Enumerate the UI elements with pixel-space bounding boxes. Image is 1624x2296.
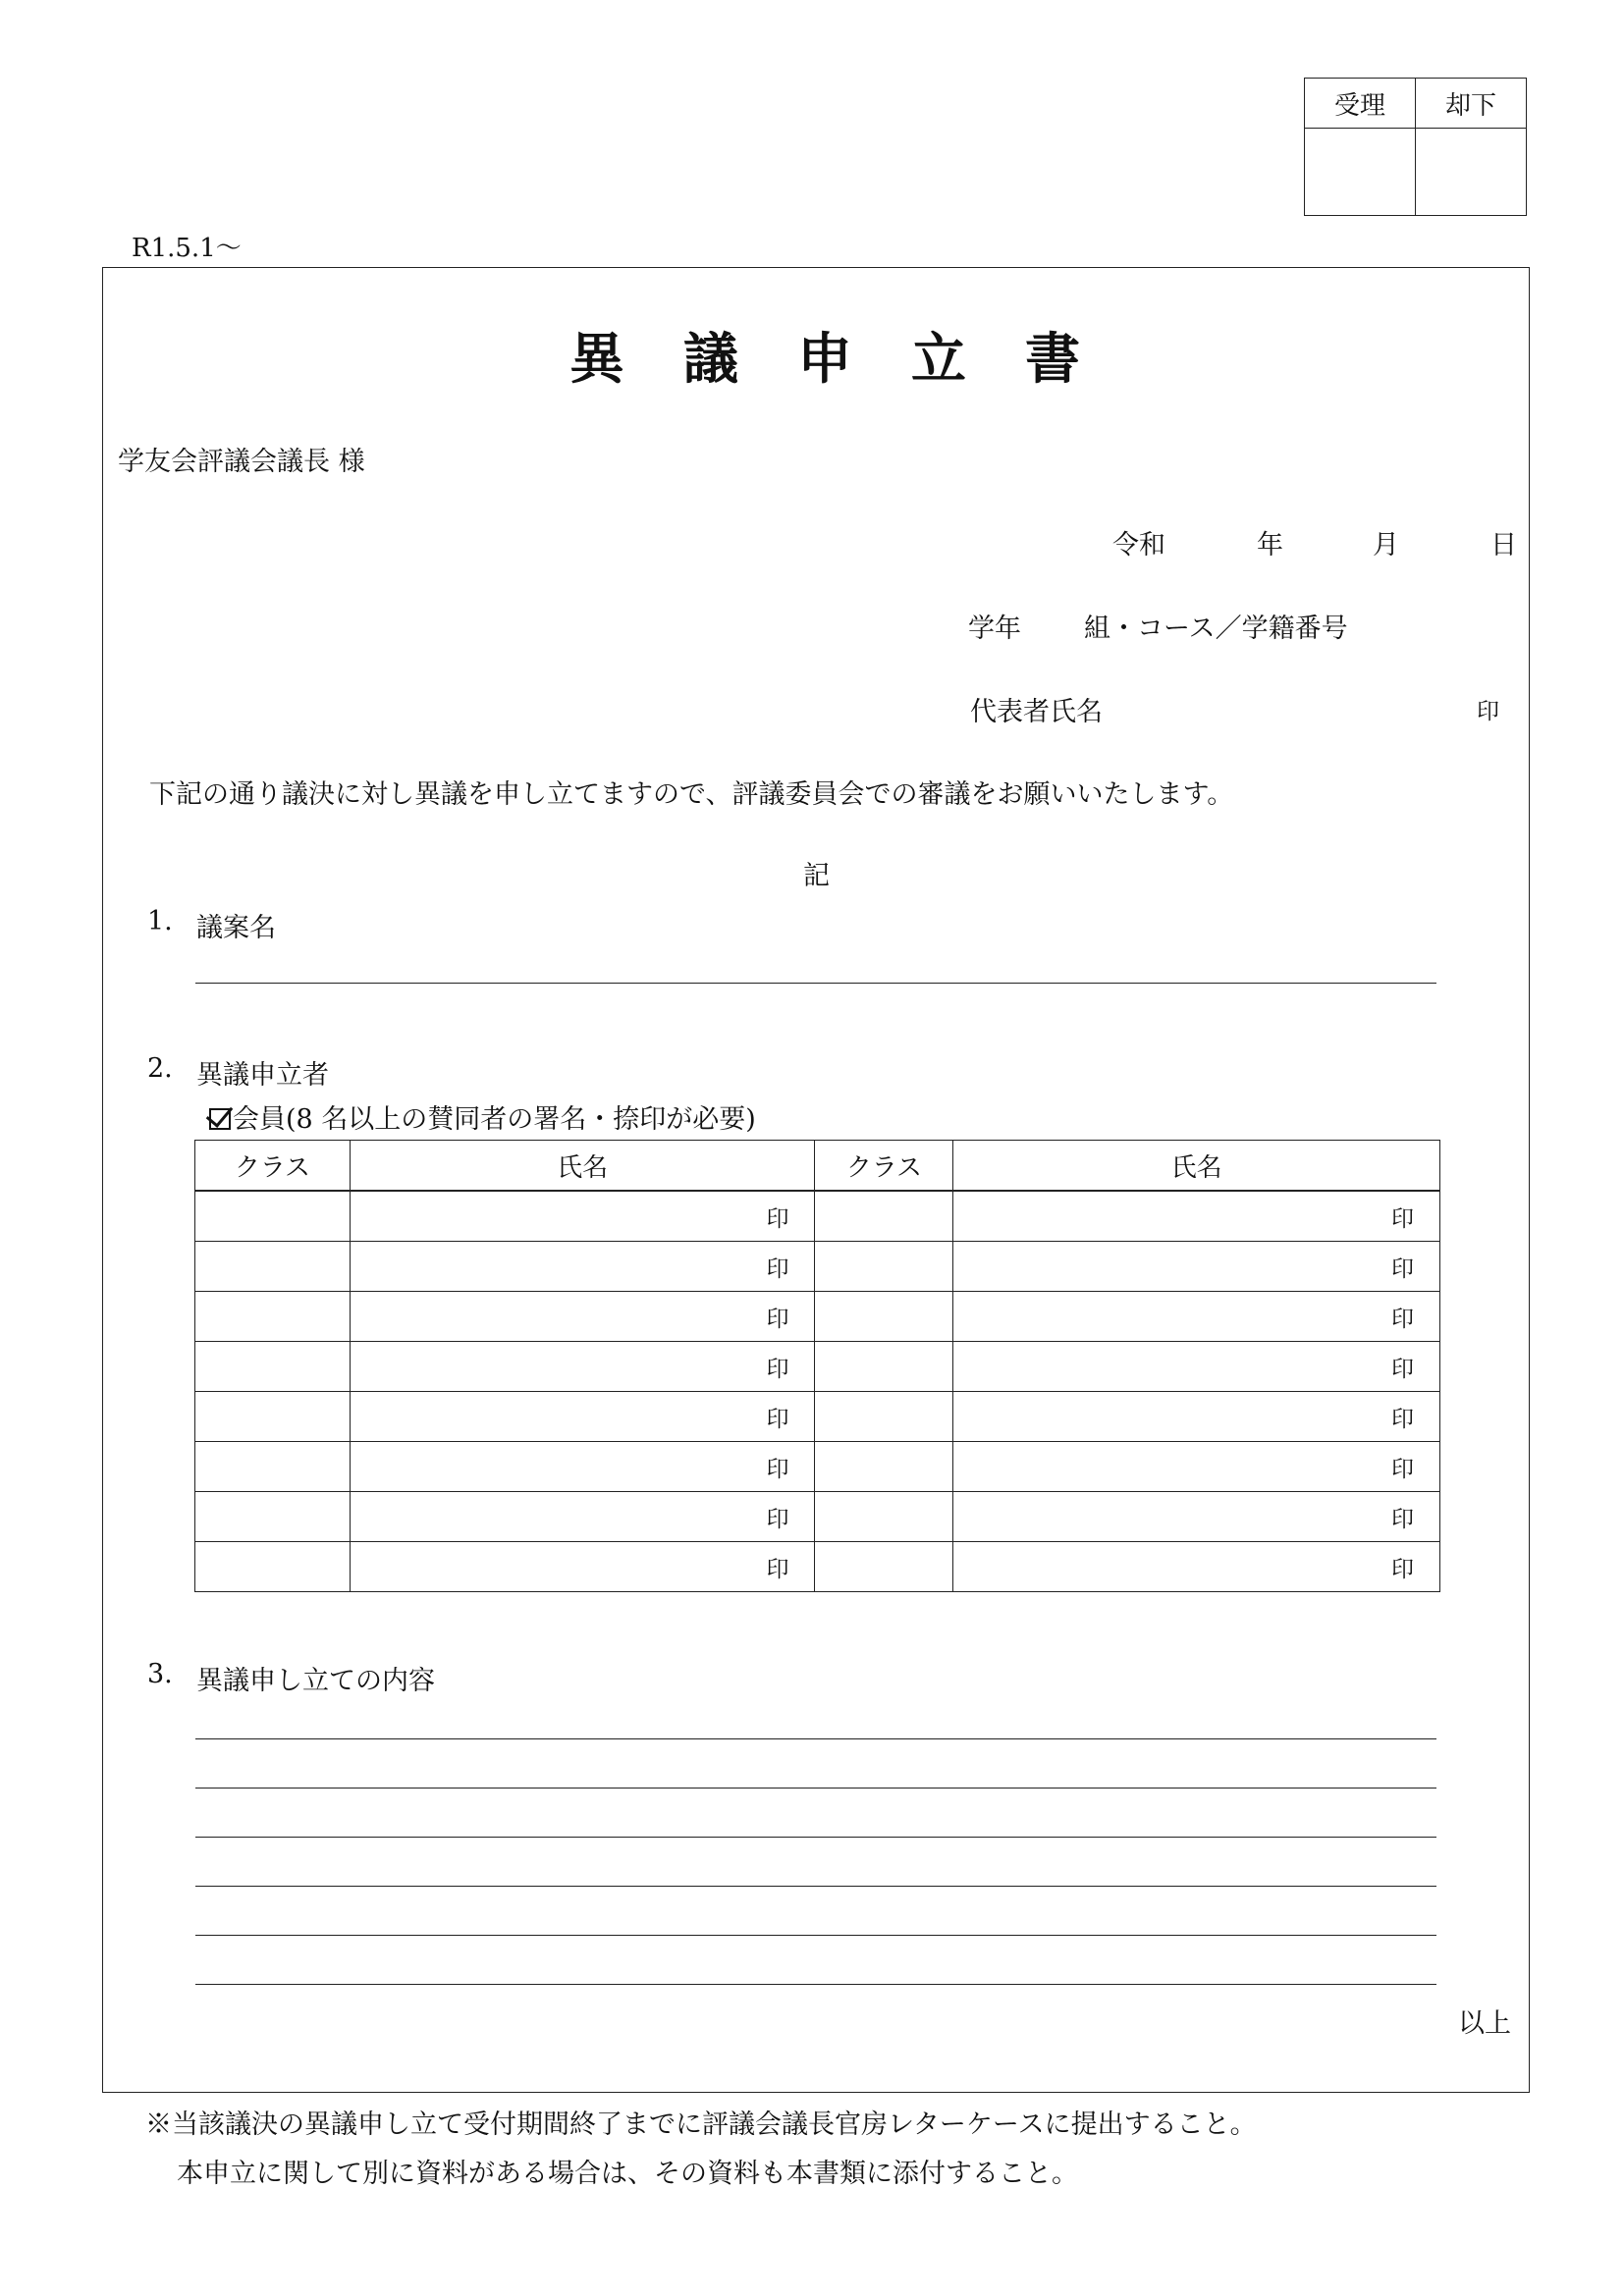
date-era: 令和 (1112, 530, 1165, 561)
section-2-number: 2. (147, 1053, 173, 1084)
accept-stamp-cell[interactable] (1305, 129, 1416, 216)
table-row (195, 1242, 1440, 1292)
table-row (195, 1442, 1440, 1492)
name-cell[interactable]: 印 (953, 1292, 1440, 1342)
section-1-number: 1. (147, 906, 173, 936)
motion-name-line[interactable] (195, 983, 1436, 984)
name-cell[interactable]: 印 (953, 1392, 1440, 1442)
intro-text: 下記の通り議決に対し異議を申し立てますので、評議委員会での審議をお願いいたします。 (149, 779, 1234, 810)
member-option-label: 会員(8 名以上の賛同者の署名・捺印が必要) (233, 1104, 756, 1135)
name-cell[interactable]: 印 (953, 1191, 1440, 1242)
approval-box (1304, 78, 1527, 216)
class-cell[interactable] (195, 1442, 351, 1492)
class-cell[interactable] (815, 1392, 953, 1442)
ki-label: 記 (803, 861, 830, 891)
content-line[interactable] (195, 1788, 1436, 1789)
table-row (195, 1392, 1440, 1442)
title-char: 異 (569, 327, 624, 392)
representative-name-label: 代表者氏名 (970, 697, 1103, 727)
name-header: 氏名 (953, 1141, 1440, 1192)
table-row (195, 1342, 1440, 1392)
name-cell[interactable]: 印 (953, 1442, 1440, 1492)
section-2-label: 異議申立者 (196, 1060, 329, 1091)
name-cell[interactable]: 印 (350, 1342, 815, 1392)
section-1-label: 議案名 (196, 913, 276, 943)
name-header: 氏名 (350, 1141, 815, 1192)
note-1: ※当該議決の異議申し立て受付期間終了までに評議会議長官房レターケースに提出すること。 (145, 2109, 1257, 2140)
accept-header: 受理 (1305, 79, 1416, 129)
name-cell[interactable]: 印 (953, 1542, 1440, 1592)
name-cell[interactable]: 印 (953, 1342, 1440, 1392)
title-char: 議 (683, 327, 738, 392)
class-cell[interactable] (195, 1492, 351, 1542)
date-year: 年 (1257, 530, 1283, 561)
reject-stamp-cell[interactable] (1416, 129, 1527, 216)
table-row (195, 1191, 1440, 1242)
content-line[interactable] (195, 1984, 1436, 1985)
section-3-label: 異議申し立ての内容 (196, 1666, 435, 1696)
content-line[interactable] (195, 1837, 1436, 1838)
date-day: 日 (1490, 530, 1517, 561)
class-cell[interactable] (815, 1342, 953, 1392)
name-cell[interactable]: 印 (350, 1442, 815, 1492)
member-option[interactable] (209, 1097, 756, 1136)
document-title (569, 316, 1080, 395)
class-course-id-label: 組・コース／学籍番号 (1084, 614, 1348, 644)
closing-ijou: 以上 (1458, 2008, 1511, 2039)
content-line[interactable] (195, 1886, 1436, 1887)
class-cell[interactable] (195, 1292, 351, 1342)
class-cell[interactable] (195, 1342, 351, 1392)
table-row (195, 1542, 1440, 1592)
reject-header: 却下 (1416, 79, 1527, 129)
class-cell[interactable] (815, 1442, 953, 1492)
revision-label: R1.5.1～ (132, 234, 242, 263)
class-cell[interactable] (195, 1191, 351, 1242)
class-cell[interactable] (195, 1242, 351, 1292)
table-row (195, 1492, 1440, 1542)
name-cell[interactable]: 印 (350, 1392, 815, 1442)
class-header: クラス (815, 1141, 953, 1192)
class-cell[interactable] (195, 1542, 351, 1592)
name-cell[interactable]: 印 (350, 1542, 815, 1592)
content-line[interactable] (195, 1935, 1436, 1936)
class-cell[interactable] (195, 1392, 351, 1442)
section-3-number: 3. (147, 1659, 173, 1689)
name-cell[interactable]: 印 (953, 1242, 1440, 1292)
class-cell[interactable] (815, 1292, 953, 1342)
grade-label: 学年 (968, 614, 1021, 644)
title-char: 書 (1025, 327, 1080, 392)
class-cell[interactable] (815, 1492, 953, 1542)
date-month: 月 (1373, 530, 1399, 561)
name-cell[interactable]: 印 (350, 1191, 815, 1242)
title-char: 立 (911, 327, 966, 392)
name-cell[interactable]: 印 (350, 1492, 815, 1542)
class-cell[interactable] (815, 1242, 953, 1292)
signature-table (194, 1140, 1440, 1592)
checked-checkbox-icon[interactable] (209, 1108, 231, 1130)
name-cell[interactable]: 印 (350, 1292, 815, 1342)
title-char: 申 (797, 327, 852, 392)
class-cell[interactable] (815, 1191, 953, 1242)
class-cell[interactable] (815, 1542, 953, 1592)
content-line[interactable] (195, 1738, 1436, 1739)
class-header: クラス (195, 1141, 351, 1192)
name-cell[interactable]: 印 (350, 1242, 815, 1292)
addressee: 学友会評議会議長 様 (118, 447, 365, 477)
name-cell[interactable]: 印 (953, 1492, 1440, 1542)
table-row (195, 1292, 1440, 1342)
note-2: 本申立に関して別に資料がある場合は、その資料も本書類に添付すること。 (177, 2159, 1078, 2189)
representative-seal: 印 (1477, 699, 1499, 724)
